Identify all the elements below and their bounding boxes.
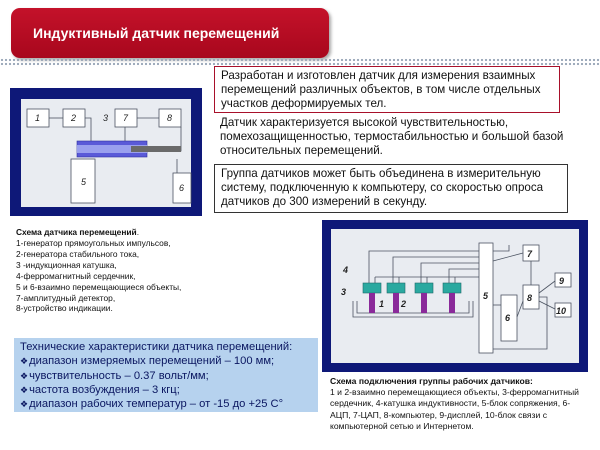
sensor-caption-line-1: 1-генератор прямоугольных импульсов, (16, 237, 171, 248)
sensor-caption-heading: Схема датчика перемещений (16, 227, 137, 237)
intro-text: Разработан и изготовлен датчик для измерения взаимных перемещений различных объектов, в том числе отдельных участков деформируемых тел. (221, 69, 541, 111)
group-label-7: 7 (527, 249, 533, 259)
group-coil-2 (387, 283, 405, 293)
tech-spec-text: диапазон измеряемых перемещений – 100 мм; (29, 355, 275, 368)
sensor-caption-dot: . (136, 227, 140, 237)
tech-spec-text: частота возбуждения – 3 кгц; (29, 383, 180, 396)
group-schematic (322, 220, 588, 372)
group-core-2 (393, 293, 399, 313)
sensor-label-5: 5 (81, 177, 87, 187)
group-core-4 (449, 293, 455, 313)
group-caption (330, 376, 582, 432)
sensor-caption-line-6: 7-амплитудный детектор, (16, 292, 116, 303)
group-core-3 (421, 293, 427, 313)
group-label-2: 2 (401, 299, 407, 309)
features-text (220, 116, 582, 160)
sensor-label-8: 8 (167, 113, 173, 123)
sensor-label-3: 3 (103, 113, 109, 123)
intro-text-box (214, 66, 560, 113)
sensor-label-2: 2 (71, 113, 77, 123)
sensor-label-7: 7 (123, 113, 129, 123)
sensor-schematic-svg (11, 89, 201, 215)
tech-specs-box (14, 338, 318, 412)
group-coil-3 (415, 283, 433, 293)
group-label-8: 8 (527, 293, 533, 303)
group-label-4: 4 (343, 265, 349, 275)
sensor-label-1: 1 (35, 113, 41, 123)
group-label-9: 9 (559, 276, 565, 286)
tech-spec-item (20, 397, 312, 411)
sensor-caption-line-7: 8-устройство индикации. (16, 303, 113, 314)
group-caption-body: 1 и 2-взаимно перемещающиеся объекты, 3-ферромагнитный сердечник, 4-катушка индуктивности, 5-блок сопряжения, 6-АЦП, 7-ЦАП, 8-компьютер, 9-дисплей, 10-блок связи с компьютерной сетью и Интернетом. (330, 387, 579, 431)
group-coil-1 (363, 283, 381, 293)
tech-spec-item (20, 369, 312, 383)
group-text-box (214, 164, 568, 213)
sensor-caption-line-5: 5 и 6-взаимно перемещающиеся объекты, (16, 281, 182, 292)
group-core-1 (369, 293, 375, 313)
sensor-caption (16, 227, 226, 314)
group-schematic-svg (323, 221, 587, 371)
group-label-3: 3 (341, 287, 347, 297)
sensor-caption-line-3: 3 -индукционная катушка, (16, 259, 117, 270)
tech-spec-text: диапазон рабочих температур – от -15 до +25 С° (29, 398, 284, 411)
group-coil-4 (443, 283, 461, 293)
sensor-caption-line-4: 4-ферромагнитный сердечник, (16, 270, 136, 281)
tech-spec-text: чувствительность – 0.37 вольт/мм; (29, 369, 209, 382)
group-text: Группа датчиков может быть объединена в измерительную систему, подключенную к компьютеру, со скоростью опроса датчиков до 300 измерений в секунду. (221, 167, 544, 209)
slide-title-text: Индуктивный датчик перемещений (33, 25, 280, 41)
core-4 (131, 146, 181, 152)
group-label-5: 5 (483, 291, 489, 301)
features-text-content: Датчик характеризуется высокой чувствительностью, помехозащищенностью, термостабильностью и большой базой относительных перемещений. (220, 116, 564, 158)
sensor-label-6: 6 (179, 183, 185, 193)
group-label-1: 1 (379, 299, 385, 309)
sensor-schematic (10, 88, 202, 216)
sensor-caption-line-2: 2-генератора стабильного тока, (16, 248, 140, 259)
tech-spec-item (20, 354, 312, 368)
group-label-6: 6 (505, 313, 511, 323)
slide-title (11, 8, 329, 58)
group-caption-heading: Схема подключения группы рабочих датчиков: (330, 376, 533, 386)
tech-spec-item (20, 383, 312, 397)
tech-specs-heading: Технические характеристики датчика перемещений: (20, 341, 293, 353)
group-label-10: 10 (556, 306, 567, 316)
